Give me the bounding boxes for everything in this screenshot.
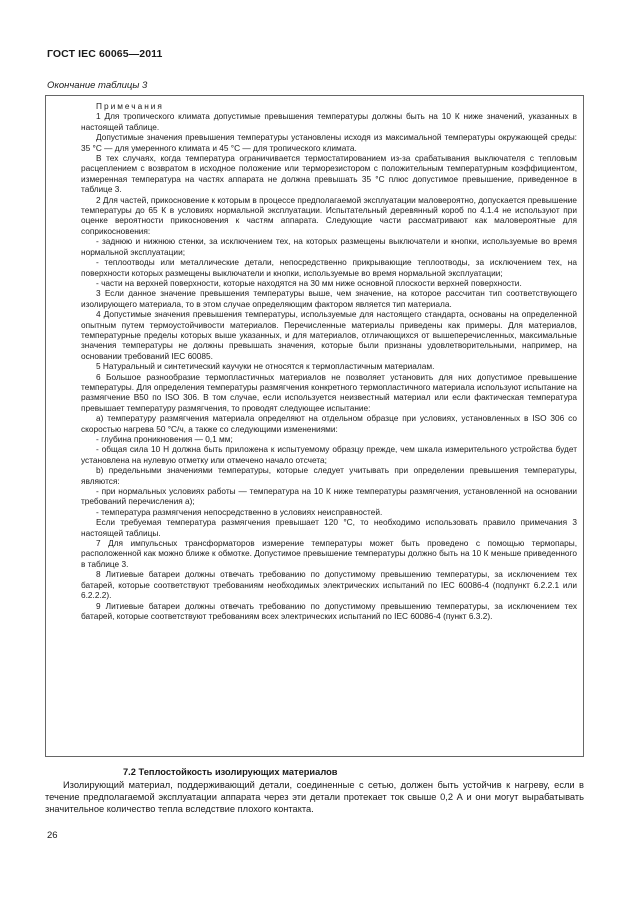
section-title: 7.2 Теплостойкость изолирующих материалов xyxy=(123,767,338,777)
note-paragraph: - глубина проникновения — 0,1 мм; xyxy=(96,434,233,444)
note-paragraph: - части на верхней поверхности, которые находятся на 30 мм ниже основной плоскости верхней поверхности. xyxy=(96,277,522,288)
note-paragraph: 8 Литиевые батареи должны отвечать требованию по допустимому превышению температуры, за исключением тех батарей, которые соответствуют требованиям необходимых электрических испытаний по IEC 60086-4 (подпункт 6.2.2.1 или 6.2.2.2). xyxy=(81,569,577,601)
note-paragraph: - общая сила 10 Н должна быть приложена к испытуемому образцу прежде, чем шкала измерительного устройства будет установлена на нулевую отметку или отмечено начало отсчета; xyxy=(81,444,577,465)
note-paragraph: 4 Допустимые значения превышения температуры, используемые для настоящего стандарта, основаны на определенной опытным путем термоустойчивости материалов. Перечисленные материалы приведены как примеры. Для материалов, температурные пределы которых выше указанных, и для материалов, отличающихся от вышеперечисленных, максимальные значения температуры не должны превышать значения, которые были признаны удовлетворительными, например, на основании требований IEC 60085. xyxy=(81,309,577,361)
table-notes-box xyxy=(45,95,584,757)
note-paragraph: - теплоотводы или металлические детали, непосредственно прикрывающие теплоотводы, за исключением тех, на поверхности которых размещены выключатели и кнопки, используемые во время нормальной эксплуатации; xyxy=(81,257,577,278)
note-paragraph: - температура размягчения непосредственно в условиях неисправностей. xyxy=(96,506,383,517)
note-paragraph: Допустимые значения превышения температуры установлены исходя из максимальной температуры окружающей среды: 35 °С — для умеренного климата и 45 °С — для тропического климата. xyxy=(81,132,577,153)
section-body: Изолирующий материал, поддерживающий детали, соединенные с сетью, должен быть устойчив к нагреву, если в течение предполагаемой эксплуатации аппарата через эти детали протекает ток свыше 0,2 А и они могут вырабатывать значительное количество тепла вследствие плохого контакта. xyxy=(45,780,584,814)
note-paragraph: b) предельными значениями температуры, которые следует учитывать при определении превышения температуры, являются: xyxy=(81,465,577,486)
note-paragraph: В тех случаях, когда температура ограничивается термостатированием из-за срабатывания выключателя с тепловым расцеплением с возвратом в исходное положение или терморезистором с положительным температурным коэффициентом, измеренная температура на частях аппарата не должна превышать 35 °С плюс допустимое превышение, приведенное в таблице 3. xyxy=(81,153,577,195)
note-paragraph: 7 Для импульсных трансформаторов измерение температуры может быть проведено с помощью термопары, расположенной как можно ближе к обмотке. Допустимое превышение температуры должно быть на 10 К меньше приведенного в таблице 3. xyxy=(81,538,577,569)
note-paragraph: 9 Литиевые батареи должны отвечать требованию по допустимому превышению температуры, за исключением тех батарей, которые соответствуют требованиям всех электрических испытаний по IEC 60086-4 (пункт 6.3.2). xyxy=(81,600,577,621)
table-continuation-caption: Окончание таблицы 3 xyxy=(47,80,148,91)
notes-title: Примечания xyxy=(96,101,164,111)
document-header: ГОСТ IEC 60065—2011 xyxy=(47,48,163,60)
note-paragraph: - заднюю и нижнюю стенки, за исключением тех, на которых размещены выключатели и кнопки, используемые во время нормальной эксплуатации; xyxy=(81,236,577,257)
page-number: 26 xyxy=(47,830,58,841)
section-7-2 xyxy=(45,766,584,815)
note-paragraph: - при нормальных условиях работы — температура на 10 К ниже температуры размягчения, установленной на основании требований перечисления а); xyxy=(81,486,577,507)
note-paragraph: a) температуру размягчения материала определяют на отдельном образце при условиях, установленных в ISO 306 со скоростью нагрева 50 °С/ч, а также со следующими изменениями: xyxy=(81,413,577,434)
note-paragraph: 3 Если данное значение превышения температуры выше, чем значение, на которое рассчитан тип соответствующего изолирующего материала, то в этом случае определяющим фактором является тип материала. xyxy=(81,288,577,309)
note-paragraph: 1 Для тропического климата допустимые превышения температуры должны быть на 10 К ниже значений, указанных в настоящей таблице. xyxy=(81,111,577,132)
note-paragraph: Если требуемая температура размягчения превышает 120 °С, то необходимо использовать правило примечания 3 настоящей таблицы. xyxy=(81,517,577,538)
note-paragraph: 5 Натуральный и синтетический каучуки не относятся к термопластичным материалам. xyxy=(96,361,435,372)
note-paragraph: 6 Большое разнообразие термопластичных материалов не позволяет установить для них допустимое превышение температуры. Для определения температуры размягчения конкретного термопластичного материала используют испытание на размягчение B50 по ISO 306. В том случае, если используется неизвестный материал или если фактическая температура превышает температуру размягчения, то проводят следующее испытание: xyxy=(81,371,577,413)
note-paragraph: 2 Для частей, прикосновение к которым в процессе предполагаемой эксплуатации маловероятно, допускается превышение температуры до 65 К в условиях нормальной эксплуатации. Испытательный деревянный короб по 4.1.4 не используют при оценке вероятности прикосновения к частям аппарата. Следующие части рассматривают как маловероятные для соприкосновения: xyxy=(81,194,577,236)
